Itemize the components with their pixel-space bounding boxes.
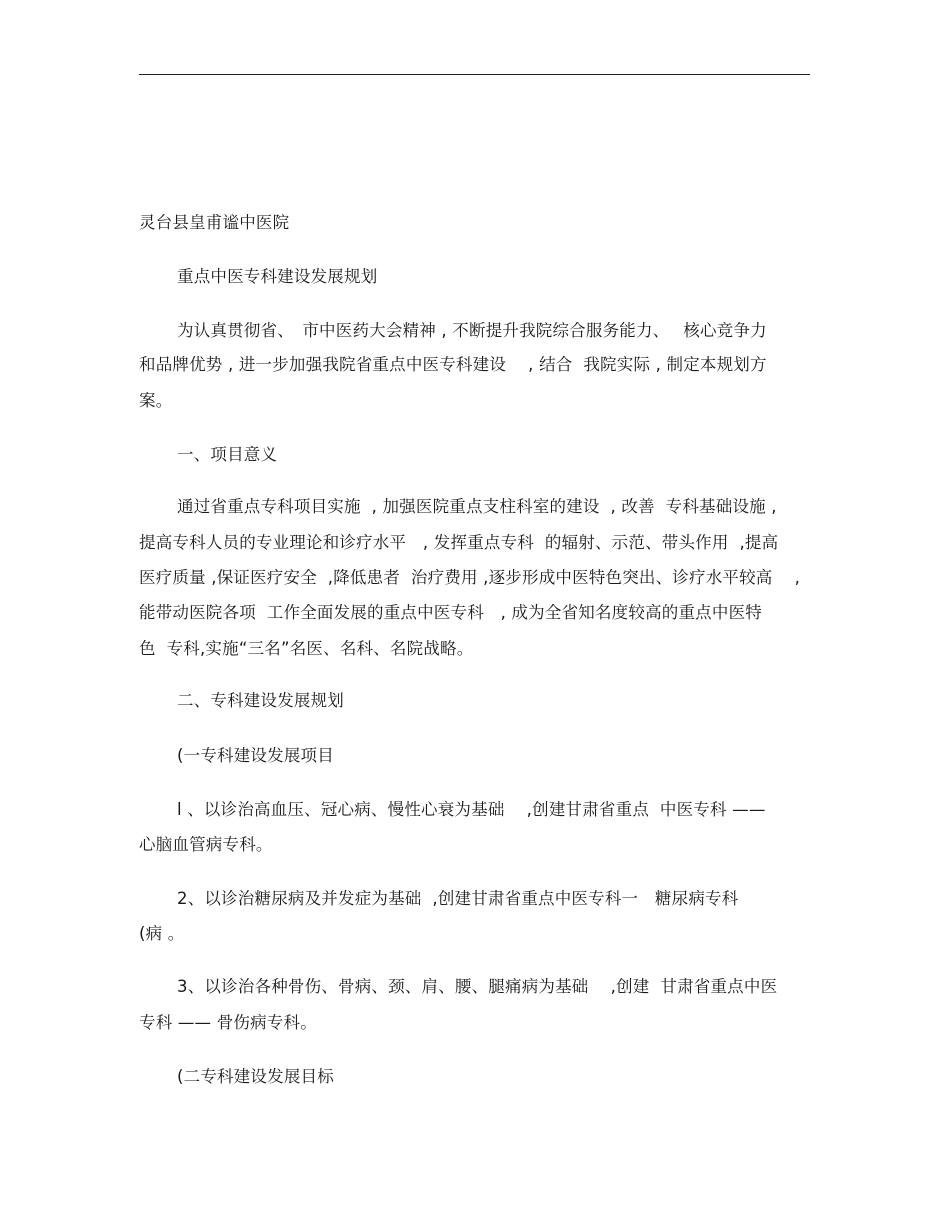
subsection2-heading: (二专科建设发展目标 [177, 1067, 334, 1086]
section1-line-2: 提高专科人员的专业理论和诊疗水平 , 发挥重点专科 的辐射、示范、带头作用 ,提高 [139, 533, 779, 552]
item2-line-1: 2、以诊治糖尿病及并发症为基础 ,创建甘肃省重点中医专科一 糖尿病专科 [177, 889, 739, 908]
intro-line-2: 和品牌优势 , 进一步加强我院省重点中医专科建设 , 结合 我院实际 , 制定本规划方 [139, 355, 767, 374]
section1-line-4: 能带动医院各项 工作全面发展的重点中医专科 , 成为全省知名度较高的重点中医特 [139, 603, 762, 622]
header-rule [139, 74, 810, 75]
section1-line-5: 色 专科,实施“三名”名医、名科、名院战略。 [139, 639, 474, 658]
item1-line-1: l 、以诊治高血压、冠心病、慢性心衰为基础 ,创建甘肃省重点 中医专科 —— [177, 800, 766, 819]
item2-line-2: (病 。 [139, 924, 185, 943]
intro-line-1: 为认真贯彻省、 市中医药大会精神 , 不断提升我院综合服务能力、 核心竞争力 [177, 321, 767, 340]
subsection1-heading: (一专科建设发展项目 [177, 746, 334, 765]
section1-heading: 一、项目意义 [177, 445, 278, 464]
item3-line-1: 3、以诊治各种骨伤、骨病、颈、肩、腰、腿痛病为基础 ,创建 甘肃省重点中医 [177, 977, 778, 996]
institution-name: 灵台县皇甫谧中医院 [139, 213, 290, 232]
intro-line-3: 案。 [139, 391, 173, 410]
item1-line-2: 心脑血管病专科。 [139, 835, 273, 854]
section2-heading: 二、专科建设发展规划 [177, 691, 344, 710]
section1-line-3: 医疗质量 ,保证医疗安全 ,降低患者 治疗费用 ,逐步形成中医特色突出、诊疗水平较高 , [139, 568, 801, 587]
document-title: 重点中医专科建设发展规划 [177, 267, 378, 286]
item3-line-2: 专科 —— 骨伤病专科。 [139, 1013, 317, 1032]
section1-line-1: 通过省重点专科项目实施 , 加强医院重点支柱科室的建设 , 改善 专科基础设施 , [177, 497, 777, 516]
